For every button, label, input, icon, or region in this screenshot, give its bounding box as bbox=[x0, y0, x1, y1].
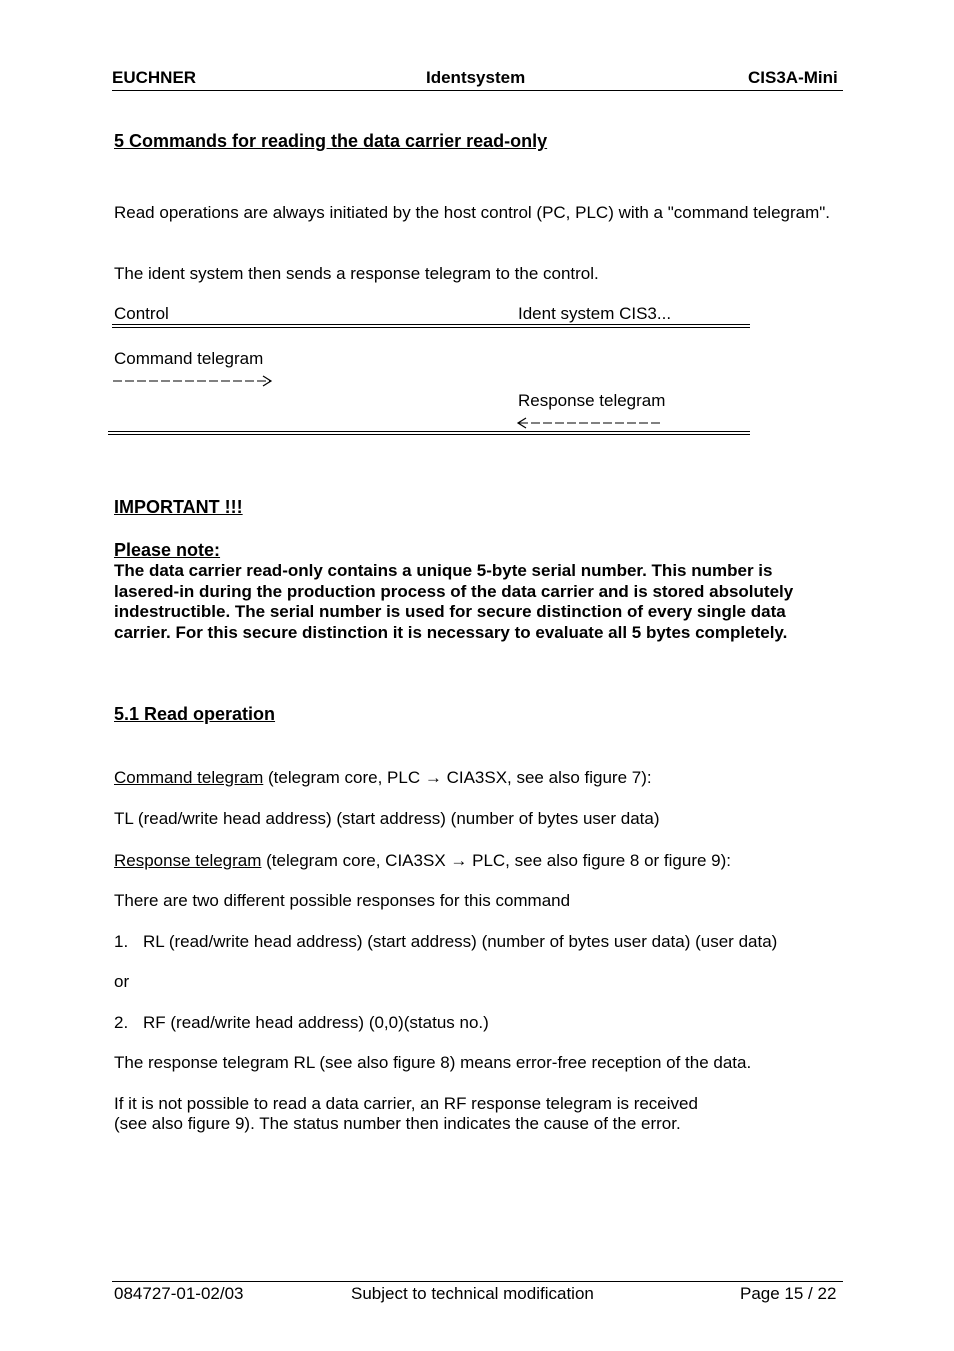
response-telegram-desc: (telegram core, CIA3SX → PLC, see also figure 8 or figure 9): bbox=[261, 851, 732, 870]
list-item-1-text: RL (read/write head address) (start address) (number of bytes user data) (user data) bbox=[143, 932, 778, 951]
rf-explanation-line-1: If it is not possible to read a data carrier, an RF response telegram is received bbox=[114, 1094, 698, 1113]
response-telegram-term: Response telegram bbox=[114, 851, 262, 870]
list-item-2-number: 2. bbox=[114, 1013, 129, 1032]
two-responses-text: There are two different possible responses for this command bbox=[114, 891, 571, 910]
intro-paragraph-2: The ident system then sends a response telegram to the control. bbox=[114, 264, 599, 283]
header-product: CIS3A-Mini bbox=[748, 68, 838, 87]
rf-explanation-line-2: (see also figure 9). The status number then indicates the cause of the error. bbox=[114, 1114, 681, 1133]
footer-notice: Subject to technical modification bbox=[351, 1284, 594, 1303]
diagram-top-rule-2 bbox=[112, 327, 750, 328]
section-5-heading: 5 Commands for reading the data carrier read-only bbox=[114, 131, 548, 151]
command-arrow-icon bbox=[112, 374, 277, 388]
diagram-command-label: Command telegram bbox=[114, 349, 264, 368]
important-heading: IMPORTANT !!! bbox=[114, 497, 243, 517]
or-text: or bbox=[114, 972, 130, 991]
command-telegram-line bbox=[114, 768, 652, 788]
diagram-bottom-rule bbox=[108, 431, 750, 432]
diagram-response-label: Response telegram bbox=[518, 391, 666, 410]
header-rule bbox=[112, 90, 843, 91]
response-telegram-line bbox=[114, 851, 731, 871]
list-item-2-text: RF (read/write head address) (0,0)(status no.) bbox=[143, 1013, 489, 1032]
note-body: The data carrier read-only contains a unique 5-byte serial number. This number is lasered-in during the production process of the data carrier and is stored absolutely indestructible. The serial number is used for secure distinction of every single data carrier. For this secure distinction it is necessary to evaluate all 5 bytes completely. bbox=[114, 561, 794, 642]
footer-doc-number: 084727-01-02/03 bbox=[114, 1284, 244, 1303]
command-telegram-desc: (telegram core, PLC → CIA3SX, see also figure 7): bbox=[263, 768, 652, 787]
rl-meaning-text: The response telegram RL (see also figure 8) means error-free reception of the data. bbox=[114, 1053, 752, 1072]
tl-command-format: TL (read/write head address) (start address) (number of bytes user data) bbox=[114, 809, 660, 828]
diagram-control-label: Control bbox=[114, 304, 169, 323]
section-5-1-heading: 5.1 Read operation bbox=[114, 704, 276, 724]
footer-page-number: Page 15 / 22 bbox=[740, 1284, 837, 1303]
intro-paragraph-1: Read operations are always initiated by the host control (PC, PLC) with a "command telegram". bbox=[114, 203, 831, 222]
diagram-top-rule bbox=[112, 324, 750, 325]
please-note-heading: Please note: bbox=[114, 540, 221, 560]
diagram-bottom-rule-2 bbox=[108, 434, 750, 435]
list-item-1-number: 1. bbox=[114, 932, 129, 951]
diagram-ident-system-label: Ident system CIS3... bbox=[518, 304, 672, 323]
header-title: Identsystem bbox=[426, 68, 526, 87]
response-arrow-icon bbox=[516, 416, 664, 430]
footer-rule bbox=[112, 1281, 843, 1282]
command-telegram-term: Command telegram bbox=[114, 768, 264, 787]
header-company: EUCHNER bbox=[112, 68, 197, 87]
